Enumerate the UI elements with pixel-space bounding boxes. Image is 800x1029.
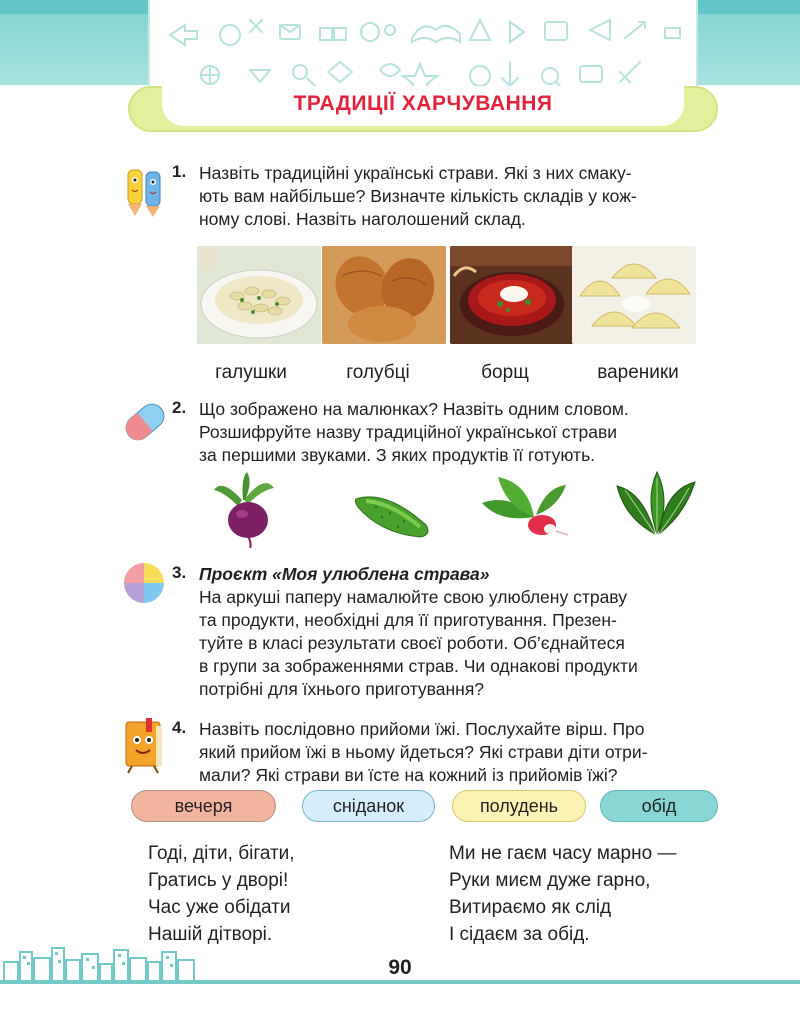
task4-line: який прийом їжі в ньому йдеться? Які страви діти отри- <box>199 742 648 762</box>
task4-text <box>199 718 648 787</box>
task3-line: та продукти, необхідні для її приготування. Презен- <box>199 610 617 630</box>
poem-line: Час уже обідати <box>148 897 291 918</box>
book-icon <box>120 718 168 774</box>
task3-line: На аркуші паперу намалюйте свою улюблену страву <box>199 587 627 607</box>
task4-line: Назвіть послідовно прийоми їжі. Послухайте вірш. Про <box>199 719 645 739</box>
meal-pill-breakfast: сніданок <box>302 790 435 822</box>
project-title: Проєкт «Моя улюблена страва» <box>199 564 490 584</box>
task3-line: потрібні для їхнього приготування? <box>199 679 485 699</box>
task2-line: Розшифруйте назву традиційної української страви <box>199 422 618 442</box>
colorwheel-icon <box>122 561 166 605</box>
task4-line: мали? Які страви ви їсте на кожний із прийомів їжі? <box>199 765 618 785</box>
sorrel-icon <box>613 468 699 538</box>
task3-number: 3. <box>172 563 187 582</box>
task3-text <box>199 563 638 701</box>
task1-line: Назвіть традиційні українські страви. Які з них смаку- <box>199 163 632 183</box>
task1-text <box>199 162 637 231</box>
dish-caption: борщ <box>481 362 529 383</box>
meal-pill-lunch: обід <box>600 790 718 822</box>
poem-right-stanza <box>449 840 676 948</box>
task2-line: за першими звуками. З яких продуктів її готують. <box>199 445 596 465</box>
footer-line <box>0 980 800 984</box>
meal-pill-afternoon-snack: полудень <box>452 790 586 822</box>
beet-icon <box>208 470 278 548</box>
dish-caption: галушки <box>215 362 287 383</box>
task2-number: 2. <box>172 398 187 417</box>
task3-line: туйте в класі результати своєї роботи. Об’єднайтеся <box>199 633 625 653</box>
meal-pill-dinner: вечеря <box>131 790 276 822</box>
task2-line: Що зображено на малюнках? Назвіть одним словом. <box>199 399 629 419</box>
borshch-photo <box>450 246 574 344</box>
page-number: 90 <box>388 956 412 979</box>
poem-line: Нашій дітворі. <box>148 924 273 945</box>
task4-number: 4. <box>172 718 187 737</box>
task1-line: ють вам найбільше? Визначте кількість складів у кож- <box>199 186 637 206</box>
dish-caption: голубці <box>346 362 410 383</box>
halushky-photo <box>197 246 321 344</box>
task2-text <box>199 398 629 467</box>
page-title: ТРАДИЦІЇ ХАРЧУВАННЯ <box>293 92 553 115</box>
varenyky-photo <box>572 246 696 344</box>
poem-line: І сідаєм за обід. <box>449 924 590 945</box>
radish-icon <box>474 473 570 541</box>
poem-line: Ми не гаєм часу марно — <box>449 843 677 864</box>
cucumber-icon <box>352 483 434 541</box>
pencils-icon <box>124 166 168 218</box>
poem-line: Руки миєм дуже гарно, <box>449 870 651 891</box>
holubtsi-photo <box>322 246 446 344</box>
task3-line: в групи за зображеннями страв. Чи однакові продукти <box>199 656 638 676</box>
poem-line: Гратись у дворі! <box>148 870 289 891</box>
pill-icon <box>122 400 168 444</box>
task1-line: ному слові. Назвіть наголошений склад. <box>199 209 526 229</box>
dish-caption: вареники <box>597 362 679 383</box>
city-skyline-icon <box>0 940 200 982</box>
poem-line: Витираємо як слід <box>449 897 612 918</box>
poem-line: Годі, діти, бігати, <box>148 843 295 864</box>
task1-number: 1. <box>172 162 187 181</box>
poem-left-stanza <box>148 840 295 948</box>
